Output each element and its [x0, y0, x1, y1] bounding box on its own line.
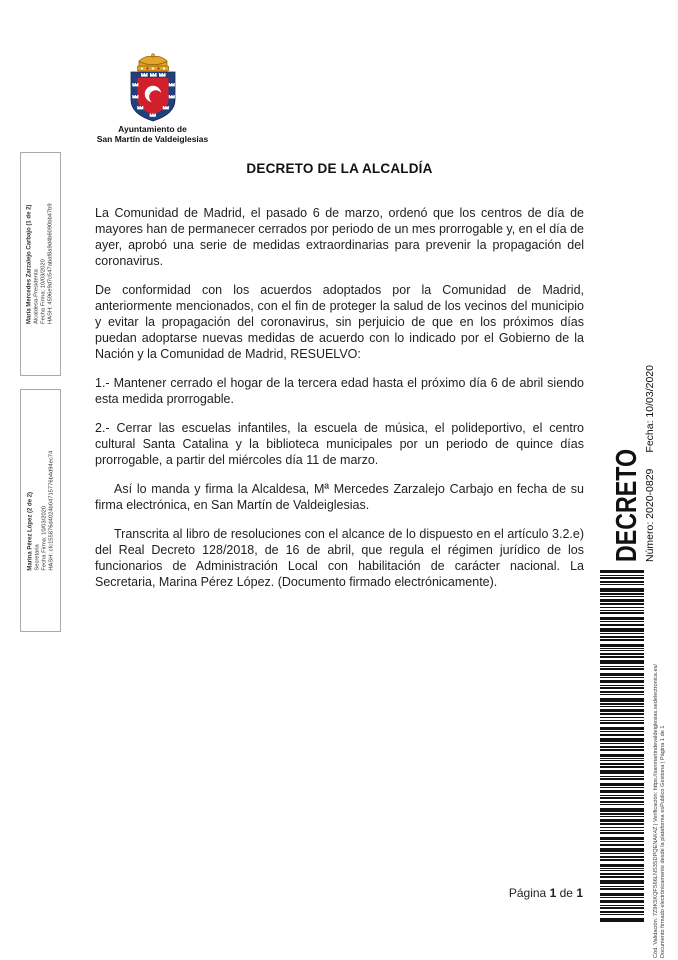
signature-stamp-secretaria — [20, 389, 61, 632]
decree-content — [95, 161, 584, 603]
signer-role: Alcaldesa-Presidenta — [33, 269, 40, 325]
body-paragraph-1: La Comunidad de Madrid, el pasado 6 de marzo, ordenó que los centros de día de mayores han de permanecer cerrados por periodo de un mes prorrogable y, en el día de ayer, aprobó una serie de medidas extraordinarias para prevenir la propagación del coronavirus. — [95, 206, 584, 268]
body-paragraph-3: 1.- Mantener cerrado el hogar de la tercera edad hasta el próximo día 6 de abril siendo esta medida prorrogable. — [95, 376, 584, 406]
validation-fineprint — [653, 538, 667, 958]
signature-date: Fecha Firma: 10/03/2020 — [40, 505, 47, 571]
decree-type-stamp — [612, 362, 657, 562]
org-name-line1: Ayuntamiento de — [118, 124, 187, 134]
validation-fineprint-line1: Cód. Validación: 7Z9K5KQFS66LNS3SDPQENAK4Z | Verificación: https://sanmartindevaldeiglesias.sedelectronica.es/ — [653, 664, 659, 958]
body-paragraph-2: De conformidad con los acuerdos adoptados por la Comunidad de Madrid, anteriormente mencionados, con el fin de proteger la salud de los vecinos del municipio y evitar la propagación del coronavirus, sin perjuicio de que en los próximos días puedan adoptarse nuevas medidas de acuerdo con lo indicado por el Gobierno de la Nación y la Comunidad de Madrid, RESUELVO: — [95, 283, 584, 361]
signature-stamp-text — [27, 451, 54, 571]
municipality-logo — [60, 52, 245, 144]
signer-name: María Mercedes Zarzalejo Carbajo (1 de 2) — [26, 204, 33, 325]
municipal-crest-icon — [124, 52, 182, 124]
validation-fineprint-line2: Documento firmado electrónicamente desde la plataforma esPublico Gestiona | Página 1 de 1 — [660, 725, 666, 958]
signer-name: Marina Pérez López (2 de 2) — [26, 491, 33, 571]
signature-stamp-text — [27, 204, 54, 325]
document-title: DECRETO DE LA ALCALDÍA — [246, 161, 433, 176]
doc-number-label: Número: 2020-0829 — [644, 468, 656, 562]
page-number-total: 1 — [576, 886, 583, 900]
body-paragraph-6: Transcrita al libro de resoluciones con el alcance de lo dispuesto en el artículo 3.2.e) del Real Decreto 128/2018, de 16 de abril, que regula el régimen jurídico de los funcionarios de Administración Local con habilitación de carácter nacional. La Secretaria, Marina Pérez López. (Documento firmado electrónicamente). — [95, 527, 584, 589]
signature-date: Fecha Firma: 10/03/2020 — [40, 259, 47, 325]
signer-role: Secretaria — [33, 544, 40, 571]
signature-hash: HASH: 4596e9d7c547abaf8a9d4b6090bb47b9 — [47, 203, 54, 325]
page-number-prefix: Página — [508, 886, 547, 900]
page-number — [509, 886, 583, 900]
org-name-line2: San Martín de Valdeiglesias — [96, 134, 209, 144]
doc-number-date-line — [644, 362, 657, 562]
doc-date-label: Fecha: 10/03/2020 — [644, 365, 656, 453]
barcode — [600, 570, 644, 922]
body-paragraph-4: 2.- Cerrar las escuelas infantiles, la escuela de música, el polideportivo, el centro cultural Santa Catalina y la biblioteca municipales por un periodo de quince días prorrogable, a partir del miércoles día 11 de marzo. — [95, 421, 584, 467]
signature-hash: HASH: cfc155876d4024b04715776b4d94ec74 — [47, 450, 54, 571]
doc-type-vertical-label: DECRETO — [611, 448, 643, 562]
body-paragraph-5: Así lo manda y firma la Alcaldesa, Mª Mercedes Zarzalejo Carbajo en fecha de su firma electrónica, en San Martín de Valdeiglesias. — [95, 482, 584, 512]
signature-stamp-alcaldesa — [20, 152, 61, 376]
page-number-current: 1 — [549, 886, 557, 900]
page-number-separator: de — [559, 886, 573, 900]
